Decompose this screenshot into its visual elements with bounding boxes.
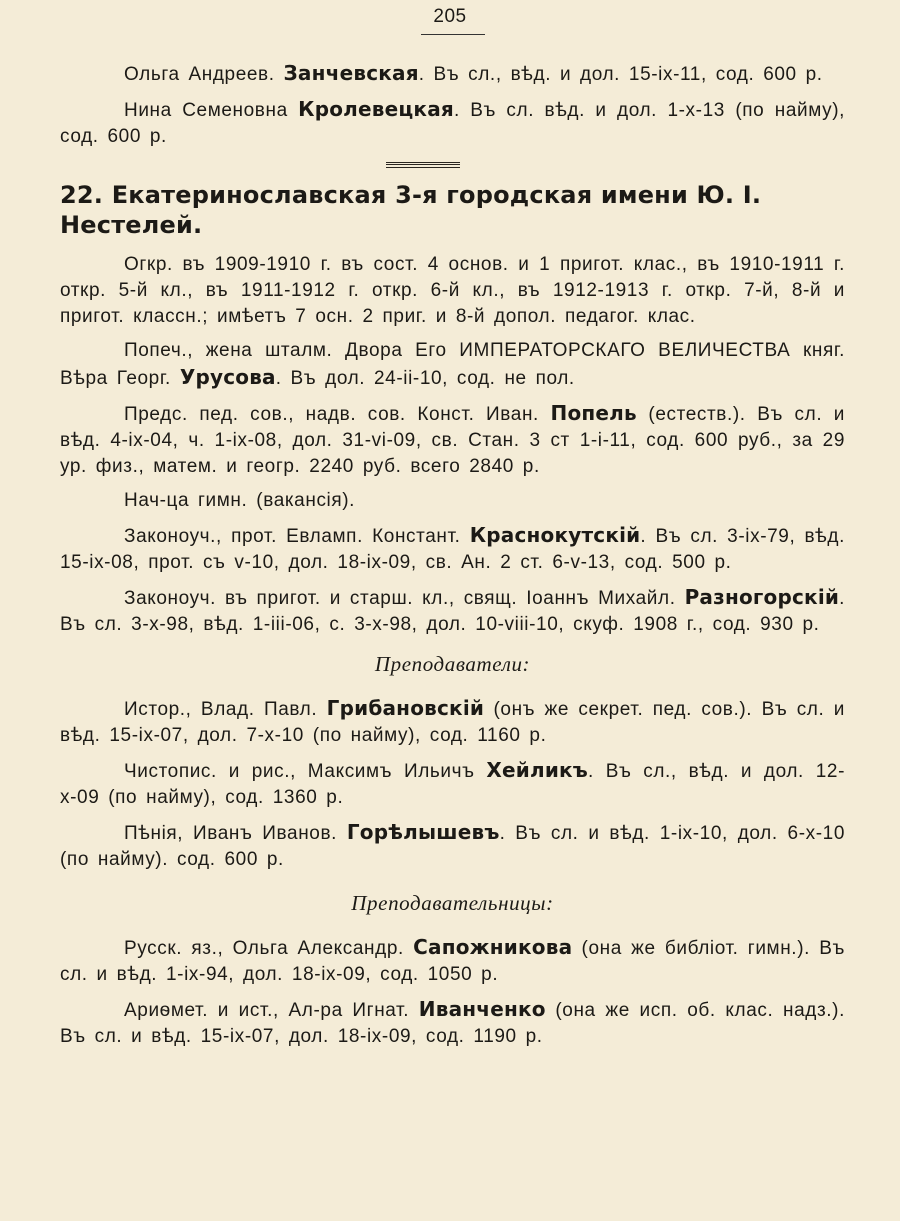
person-surname: Краснокутскій [469, 523, 641, 547]
person-surname: Хейликъ [486, 758, 589, 782]
person-surname: Сапожникова [413, 935, 573, 959]
entry-prefix: Русск. яз., Ольга Александр. [124, 938, 414, 959]
school-heading [60, 180, 845, 240]
entry-details: . Въ сл. и вѣд. 1-іх-10, дол. 6-х-10 (по найму). сод. 600 р. [60, 823, 845, 870]
entry-prefix: Законоуч., прот. Евламп. Констант. [124, 526, 470, 547]
entry-details: (она же исп. об. клас. надз.). Въ сл. и вѣд. 15-іх-07, дол. 18-іх-09, сод. 1190 р. [60, 1000, 845, 1047]
entry-prefix: Истор., Влад. Павл. [124, 699, 327, 720]
school-number: 22. [60, 181, 104, 209]
school-title-line2: Нестелей. [60, 211, 203, 239]
person-surname: Занчевская [283, 61, 419, 85]
person-surname: Урусова [179, 365, 276, 389]
page-number-rule [421, 34, 485, 35]
staff-entry [60, 400, 845, 480]
person-surname: Кролевецкая [298, 97, 454, 121]
entry-prefix: Чистопис. и рис., Максимъ Ильичъ [124, 761, 487, 782]
page-number: 205 [433, 6, 467, 27]
entry-details: . Въ дол. 24-іі-10, сод. не пол. [275, 368, 575, 389]
staff-entry [60, 488, 845, 514]
entry-details: . Въ сл., вѣд. и дол. 12-х-09 (по найму), сод. 1360 р. [60, 761, 845, 808]
entry-prefix: Пѣнія, Иванъ Иванов. [124, 823, 347, 844]
teacher-entry [60, 757, 845, 811]
entry-details: (онъ же секрет. пед. сов.). Въ сл. и вѣд. 15-іх-07, дол. 7-х-10 (по найму), сод. 1160 р. [60, 699, 845, 746]
person-surname: Попель [550, 401, 637, 425]
person-surname: Горѣлышевъ [346, 820, 500, 844]
entry-prefix: Предс. пед. сов., надв. сов. Конст. Иван. [124, 404, 551, 425]
teachers-heading: Преподаватели: [374, 652, 531, 676]
person-surname: Разногорскій [684, 585, 840, 609]
section-divider [386, 162, 460, 168]
entry-details: . Въ сл. 3-х-98, вѣд. 1-ііі-06, с. 3-х-98, дол. 10-vііі-10, скуф. 1908 г., сод. 930 р. [60, 588, 845, 635]
entry-prefix: Ольга Андреев. [124, 64, 284, 85]
entry-details: . Въ сл., вѣд. и дол. 15-іх-11, сод. 600 р. [418, 64, 823, 85]
entry-paragraph [60, 96, 845, 150]
staff-entry [60, 522, 845, 576]
entry-details: (она же библіот. гимн.). Въ сл. и вѣд. 1-іх-94, дол. 18-іх-09, сод. 1050 р. [60, 938, 846, 985]
teacher-entry [60, 819, 845, 873]
entry-prefix: Законоуч. въ пригот. и старш. кл., свящ. Іоаннъ Михайл. [124, 588, 685, 609]
entry-prefix: Попеч., жена шталм. Двора Его ИМПЕРАТОРСКАГО ВЕЛИЧЕСТВА княг. Вѣра Георг. [60, 340, 845, 389]
staff-entry [60, 584, 845, 638]
entry-details: . Въ сл. вѣд. и дол. 1-х-13 (по найму), сод. 600 р. [60, 100, 845, 147]
person-surname: Иванченко [418, 997, 546, 1021]
school-title-line1: Екатеринославская 3-я городская имени Ю. І. [111, 181, 762, 209]
entry-details: . Въ сл. 3-іх-79, вѣд. 15-іх-08, прот. съ v-10, дол. 18-іх-09, св. Ан. 2 ст. 6-v-13, сод. 500 р. [60, 526, 845, 573]
page-content [60, 60, 845, 1050]
entry-details: (естеств.). Въ сл. и вѣд. 4-іх-04, ч. 1-іх-08, дол. 31-vі-09, св. Стан. 3 ст 1-і-11, сод. 600 руб., за 29 ур. физ., матем. и геогр. 2240 руб. всего 2840 р. [60, 404, 845, 477]
person-surname: Грибановскій [326, 696, 485, 720]
teacher-entry [60, 996, 845, 1050]
entry-paragraph [60, 60, 845, 88]
staff-entry [60, 338, 845, 392]
entry-prefix: Нина Семеновна [124, 100, 299, 121]
teacher-entry [60, 934, 845, 988]
female-teachers-heading: Преподавательницы: [351, 891, 554, 915]
entry-prefix: Ариѳмет. и ист., Ал-ра Игнат. [124, 1000, 419, 1021]
school-history: Огкр. въ 1909-1910 г. въ сост. 4 основ. и 1 пригот. клас., въ 1910-1911 г. откр. 5-й кл., въ 1911-1912 г. откр. 6-й кл., въ 1912-1913 г. откр. 7-й, 8-й и пригот. классн.; имѣетъ 7 осн. 2 приг. и 8-й допол. педагог. клас. [60, 254, 845, 327]
entry-prefix: Нач-ца гимн. (вакансія). [124, 490, 356, 511]
teacher-entry [60, 695, 845, 749]
